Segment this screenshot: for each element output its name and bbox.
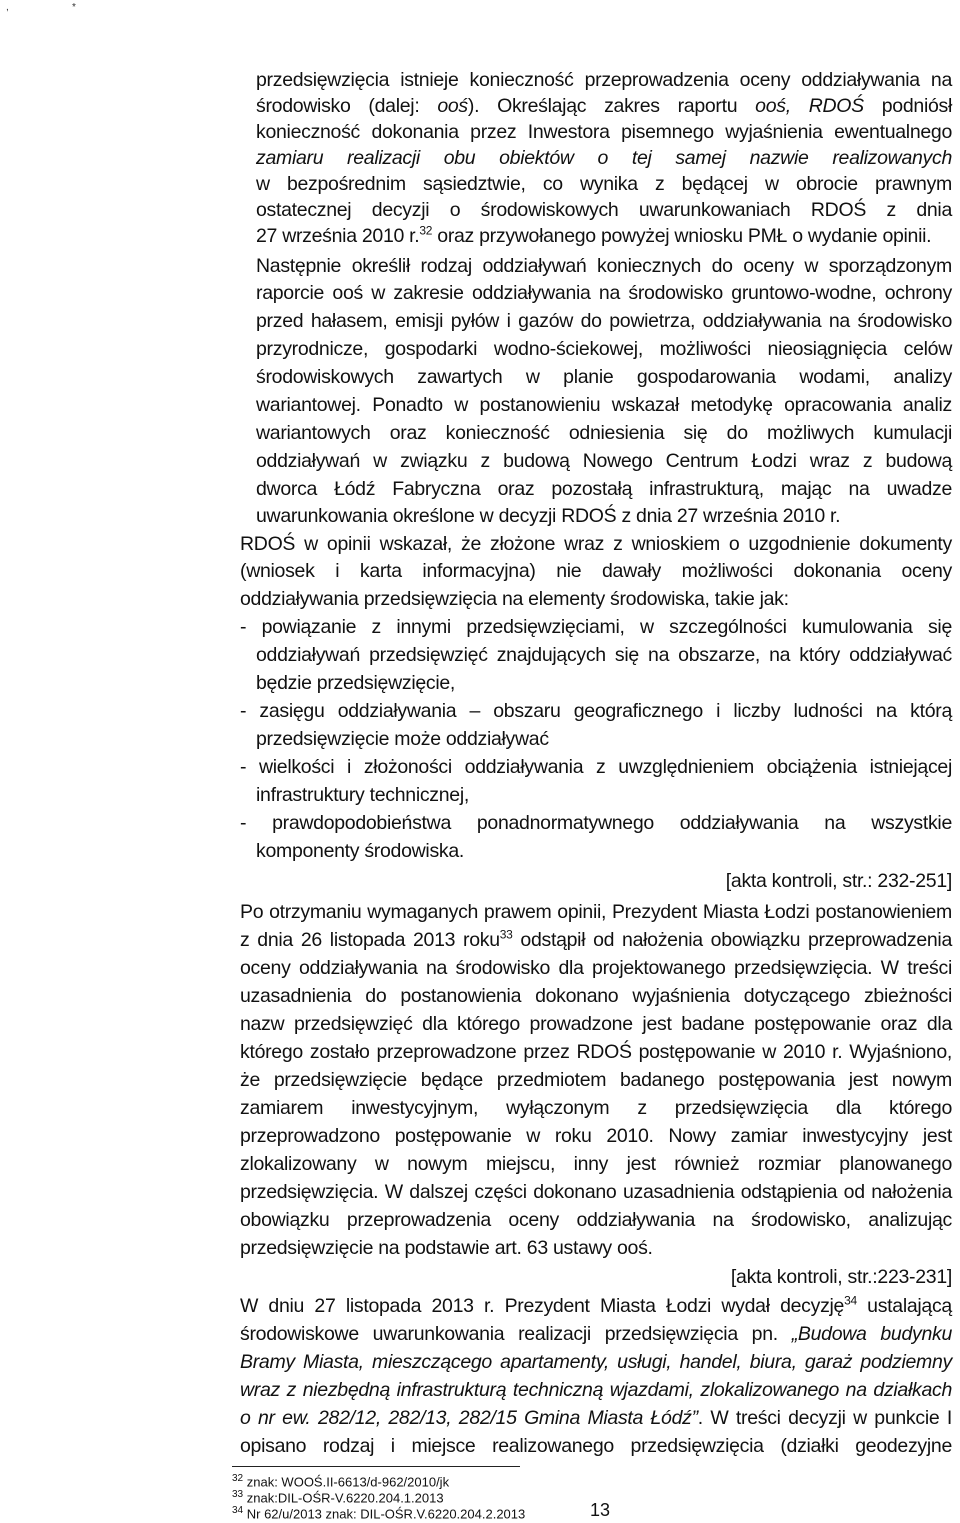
text-line: oddziaływań w związku z budową Nowego Centrum Łodzi wraz z budową	[256, 450, 952, 472]
text-line: uwarunkowania określone w decyzji RDOŚ z dnia 27 września 2010 r.	[256, 505, 841, 527]
text-line: ostatecznej decyzji o środowiskowych uwarunkowaniach RDOŚ z dnia	[256, 199, 952, 221]
text-line: środowiskowych zawartych w planie gospodarowania wodami, analizy	[256, 366, 952, 388]
text-line: obowiązku przeprowadzenia oceny oddziaływania na środowisko, analizując	[240, 1209, 952, 1231]
text-line: przedsięwzięcie na podstawie art. 63 ustawy ooś.	[240, 1237, 653, 1259]
list-item: - prawdopodobieństwa ponadnormatywnego oddziaływania na wszystkie	[240, 812, 952, 834]
source-reference: [akta kontroli, str.:223-231]	[730, 1266, 952, 1288]
text-line: przed hałasem, emisji pyłów i gazów do powietrza, oddziaływania na środowisko	[256, 310, 952, 332]
text-line: (wniosek i karta informacyjna) nie dawały możliwości dokonania oceny	[240, 560, 952, 582]
text-line: przedsięwzięcia. W dalszej części dokonano uzasadnienia odstąpienia od nałożenia	[240, 1181, 952, 1203]
text-line: środowisko (dalej: ooś). Określając zakres raportu ooś, RDOŚ podniósł	[256, 95, 952, 117]
footnote: $^{34}$ Nr 62/u/2013 znak: DIL-OŚR.V.6220.204.2.2013	[232, 1505, 526, 1522]
footnote-separator	[232, 1466, 520, 1467]
text-line: przedsięwzięcia istnieje konieczność przeprowadzenia oceny oddziaływania na	[256, 69, 952, 91]
text-line: uzasadnienia do postanowienia dokonano wyjaśnienia dotyczącego zbieżności	[240, 985, 952, 1007]
text-line: zlokalizowany w nowym miejscu, inny jest również rozmiar planowanego	[240, 1153, 952, 1175]
text-line: wariantowych oraz konieczność odniesienia się do możliwych kumulacji	[256, 422, 952, 444]
text-line: raporcie ooś w zakresie oddziaływania na środowisko gruntowo-wodne, ochrony	[256, 282, 952, 304]
list-item-cont: infrastruktury technicznej,	[256, 784, 469, 806]
text-line: konieczność dokonania przez Inwestora pisemnego wyjaśnienia ewentualnego	[256, 121, 952, 143]
footnote: $^{32}$ znak: WOOŚ.II-6613/d-962/2010/jk	[232, 1473, 450, 1490]
list-item: - zasięgu oddziaływania – obszaru geograficznego i liczby ludności na którą	[240, 700, 952, 722]
text-line: przeprowadzono postępowanie w roku 2010. Nowy zamiar inwestycyjny jest	[240, 1125, 952, 1147]
page-number: 13	[590, 1500, 611, 1520]
footnote-ref: 33	[499, 927, 513, 942]
text-line: RDOŚ w opinii wskazał, że złożone wraz z wnioskiem o uzgodnienie dokumenty	[240, 533, 952, 555]
list-item-cont: będzie przedsięwzięcie,	[256, 672, 456, 694]
text-line: o nr ew. 282/12, 282/13, 282/15 Gmina Miasta Łódź”. W treści decyzji w punkcie I	[240, 1407, 952, 1429]
text-line: przyrodnicze, gospodarki wodno-ściekowej, możliwości nieosiągnięcia celów	[256, 338, 952, 360]
text-line: W dniu 27 listopada 2013 r. Prezydent Miasta Łodzi wydał decyzję$^{34}$ ustalającą	[240, 1293, 952, 1317]
text-line: zamiaru realizacji obu obiektów o tej samej nazwie realizowanych	[256, 147, 952, 169]
text-line: Następnie określił rodzaj oddziaływań koniecznych do oceny w sporządzonym	[256, 255, 952, 277]
footnote-ref: 32	[419, 223, 433, 238]
list-item-cont: komponenty środowiska.	[256, 840, 465, 862]
list-item: - powiązanie z innymi przedsięwzięciami, w szczególności kumulowania się	[240, 616, 952, 638]
footnote-ref: 34	[844, 1293, 857, 1308]
text-line: wariantowej. Ponadto w postanowieniu wskazał metodykę opracowania analiz	[256, 394, 952, 416]
text-line: dworca Łódź Fabryczna oraz pozostałą infrastrukturą, mając na uwadze	[256, 478, 952, 500]
text-line: środowiskowe uwarunkowania realizacji przedsięwzięcia pn. „Budowa budynku	[240, 1323, 952, 1345]
scan-mark: *	[72, 2, 76, 13]
text-line: nazw przedsięwzięć dla którego prowadzone jest badane postępowanie oraz dla	[240, 1013, 952, 1035]
text-line: w bezpośrednim sąsiedztwie, co wynika z będącej w obrocie prawnym	[256, 173, 952, 195]
text-line: Bramy Miasta, mieszczącego apartamenty, usługi, handel, biura, garaż podziemny	[240, 1351, 952, 1373]
text-line: oddziaływania przedsięwzięcia na elementy środowiska, takie jak:	[240, 588, 789, 610]
text-line: że przedsięwzięcie będące przedmiotem badanego postępowania jest nowym	[240, 1069, 952, 1091]
text-line: zamiarem inwestycyjnym, wyłączonym z przedsięwzięcia dla którego	[240, 1097, 952, 1119]
text-line: wraz z niezbędną infrastrukturą techniczną wjazdami, zlokalizowanego na działkach	[240, 1379, 952, 1401]
text-line: którego zostało przeprowadzone przez RDOŚ postępowanie w 2010 r. Wyjaśniono,	[240, 1041, 952, 1063]
footnote: $^{33}$ znak:DIL-OŚR-V.6220.204.1.2013	[232, 1489, 444, 1506]
scan-mark: ,	[6, 2, 9, 13]
list-item-cont: oddziaływań przedsięwzięć znajdujących się na obszarze, na który oddziaływać	[256, 644, 952, 666]
text-line: 27 września 2010 r.$^{32}$ oraz przywołanego powyżej wniosku PMŁ o wydanie opinii.	[256, 223, 932, 247]
source-reference: [akta kontroli, str.: 232-251]	[725, 870, 952, 892]
text-line: Po otrzymaniu wymaganych prawem opinii, Prezydent Miasta Łodzi postanowieniem	[240, 901, 952, 923]
text-line: oceny oddziaływania na środowisko dla projektowanego przedsięwzięcia. W treści	[240, 957, 952, 979]
list-item-cont: przedsięwzięcie może oddziaływać	[256, 728, 549, 750]
text-line: opisano rodzaj i miejsce realizowanego przedsięwzięcia (działki geodezyjne	[240, 1435, 952, 1457]
text-line: z dnia 26 listopada 2013 roku$^{33}$ odstąpił od nałożenia obowiązku przeprowadzenia	[240, 927, 952, 951]
list-item: - wielkości i złożoności oddziaływania z uwzględnieniem obciążenia istniejącej	[240, 756, 952, 778]
